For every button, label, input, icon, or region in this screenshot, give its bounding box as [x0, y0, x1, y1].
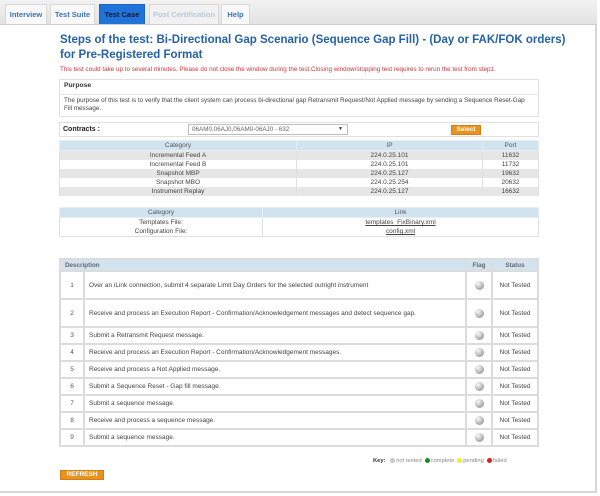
key-item-label: not tested [396, 458, 422, 465]
key-label: Key: [373, 458, 386, 465]
steps-header-flag: Flag [466, 259, 492, 271]
step-description: Receive and process an Execution Report - Confirmation/Acknowledgement messages and detect sequence gap. [84, 299, 466, 327]
step-flag [466, 271, 492, 299]
status-ball-icon [475, 309, 484, 318]
feed-ip: 224.0.25.101 [297, 160, 483, 169]
feed-ip: 224.0.25.254 [297, 178, 483, 187]
step-description: Submit a Retransmit Request message. [84, 327, 466, 344]
step-row [60, 429, 538, 446]
key-dot-icon [487, 458, 492, 463]
step-flag [466, 327, 492, 344]
status-ball-icon [475, 331, 484, 340]
steps-table [59, 258, 539, 447]
step-description: Receive and process a sequence message. [84, 412, 466, 429]
step-description: Submit a Sequence Reset - Gap fill message. [84, 378, 466, 395]
tab-test-case[interactable]: Test Case [99, 4, 145, 24]
file-row [60, 218, 539, 228]
status-ball-icon [475, 281, 484, 290]
step-number: 7 [60, 395, 84, 412]
step-number: 6 [60, 378, 84, 395]
feed-category: Incremental Feed A [60, 151, 297, 161]
key-dot-icon [425, 458, 430, 463]
steps-header-status: Status [492, 259, 538, 271]
step-flag [466, 395, 492, 412]
contracts-select[interactable] [188, 124, 348, 135]
step-row [60, 395, 538, 412]
file-link-cell [263, 218, 539, 228]
status-ball-icon [475, 416, 484, 425]
purpose-header: Purpose [60, 80, 538, 95]
files-header-link: Link [263, 208, 539, 218]
key-dot-icon [390, 458, 395, 463]
feeds-table [59, 140, 539, 196]
files-table [59, 207, 539, 237]
step-flag [466, 429, 492, 446]
page-title: Steps of the test: Bi-Directional Gap Scenario (Sequence Gap Fill) - (Day or FAK/FOK orders) for Pre-Registered Format [60, 34, 566, 61]
feed-row [60, 178, 539, 187]
contracts-selected-value: 06AM0,06AJ0,06AM0-06AJ0 - 632 [192, 126, 290, 133]
step-flag [466, 344, 492, 361]
feed-row [60, 169, 539, 178]
feed-port: 11632 [483, 151, 539, 161]
tab-post-certification: Post Certification [149, 4, 219, 24]
step-row [60, 412, 538, 429]
tab-bar [0, 0, 597, 25]
step-description: Submit a sequence message. [84, 429, 466, 446]
step-number: 2 [60, 299, 84, 327]
status-ball-icon [475, 433, 484, 442]
step-number: 9 [60, 429, 84, 446]
step-row [60, 361, 538, 378]
step-flag [466, 378, 492, 395]
feeds-header-category: Category [60, 141, 297, 151]
step-row [60, 344, 538, 361]
feed-category: Incremental Feed B [60, 160, 297, 169]
feeds-header-port: Port [483, 141, 539, 151]
warning-message: This test could take up to several minutes. Please do not close the window during the test.Closing window/stopping test requires to rerun the test from step1. [60, 66, 496, 73]
files-header-category: Category [60, 208, 263, 218]
step-status: Not Tested [492, 412, 538, 429]
step-status: Not Tested [492, 429, 538, 446]
feed-port: 19632 [483, 169, 539, 178]
key-item-label: failed [492, 458, 507, 465]
feed-port: 20632 [483, 178, 539, 187]
status-ball-icon [475, 382, 484, 391]
key-item-label: pending [463, 458, 484, 465]
step-status: Not Tested [492, 344, 538, 361]
step-number: 1 [60, 271, 84, 299]
status-ball-icon [475, 365, 484, 374]
step-status: Not Tested [492, 378, 538, 395]
step-number: 8 [60, 412, 84, 429]
feed-category: Snapshot MBO [60, 178, 297, 187]
tab-test-suite[interactable]: Test Suite [50, 4, 95, 24]
step-description: Submit a sequence message. [84, 395, 466, 412]
steps-header-description: Description [60, 259, 466, 271]
dropdown-arrow-icon: ▼ [338, 126, 343, 132]
file-link[interactable]: templates_FixBinary.xml [365, 219, 436, 226]
feed-ip: 224.0.25.101 [297, 151, 483, 161]
step-description: Over an iLink connection, submit 4 separate Limit Day Orders for the selected outright instrument [84, 271, 466, 299]
file-link[interactable]: config.xml [385, 228, 416, 235]
status-key [373, 458, 507, 464]
file-category: Templates File: [60, 218, 263, 228]
feed-port: 16632 [483, 187, 539, 196]
feed-ip: 224.0.25.127 [297, 169, 483, 178]
status-ball-icon [475, 348, 484, 357]
file-row [60, 227, 539, 237]
step-status: Not Tested [492, 299, 538, 327]
feed-category: Snapshot MBP [60, 169, 297, 178]
step-description: Receive and process a Not Applied message. [84, 361, 466, 378]
step-status: Not Tested [492, 395, 538, 412]
step-flag [466, 361, 492, 378]
step-status: Not Tested [492, 361, 538, 378]
step-flag [466, 299, 492, 327]
step-number: 3 [60, 327, 84, 344]
feed-row [60, 151, 539, 161]
step-row [60, 327, 538, 344]
step-row [60, 299, 538, 327]
status-ball-icon [475, 399, 484, 408]
step-description: Receive and process an Execution Report - Confirmation/Acknowledgement messages. [84, 344, 466, 361]
key-dot-icon [457, 458, 462, 463]
file-category: Configuration File: [60, 227, 263, 237]
step-flag [466, 412, 492, 429]
file-link-cell [263, 227, 539, 237]
tab-help[interactable]: Help [221, 4, 250, 24]
refresh-button[interactable]: REFRESH [60, 470, 104, 480]
purpose-panel [59, 79, 539, 117]
contracts-label: Contracts : [63, 126, 100, 133]
purpose-text: The purpose of this test is to verify that the client system can process bi-directional gap Retransmit Request/Not Applied message by sending a Sequence Reset-Gap Fill message. [64, 97, 525, 112]
step-status: Not Tested [492, 271, 538, 299]
select-button[interactable]: Select [451, 125, 481, 135]
feed-category: Instrument Replay [60, 187, 297, 196]
feed-ip: 224.0.25.127 [297, 187, 483, 196]
feed-row [60, 187, 539, 196]
step-row [60, 378, 538, 395]
step-status: Not Tested [492, 327, 538, 344]
key-item-label: complete [430, 458, 455, 465]
feeds-header-ip: IP [297, 141, 483, 151]
tab-interview[interactable]: Interview [5, 4, 47, 24]
feed-port: 11732 [483, 160, 539, 169]
step-number: 4 [60, 344, 84, 361]
feed-row [60, 160, 539, 169]
step-number: 5 [60, 361, 84, 378]
step-row [60, 271, 538, 299]
